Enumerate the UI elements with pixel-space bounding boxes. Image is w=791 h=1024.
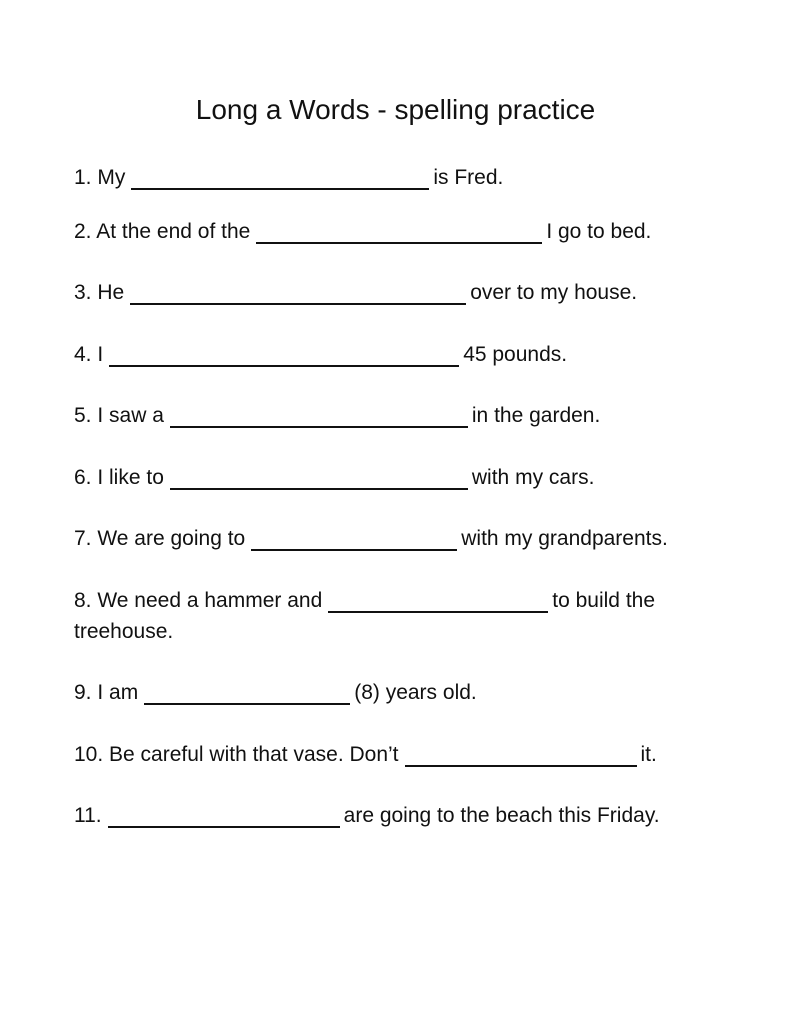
question-text-before: 10. Be careful with that vase. Don’t: [74, 743, 399, 766]
question-11: [74, 800, 660, 831]
question-text-after: is Fred.: [433, 166, 504, 189]
question-text-after: 45 pounds.: [463, 343, 568, 366]
answer-blank[interactable]: [131, 166, 429, 190]
question-text-before: 5. I saw a: [74, 404, 164, 427]
question-1: [74, 162, 503, 193]
answer-blank[interactable]: [405, 743, 637, 767]
question-text-after: in the garden.: [471, 404, 601, 427]
worksheet-title: Long a Words - spelling practice: [195, 94, 596, 125]
question-2: [74, 216, 651, 247]
question-text-before: 11.: [74, 804, 102, 827]
answer-blank[interactable]: [109, 343, 459, 367]
answer-blank[interactable]: [130, 281, 466, 305]
question-text-after: are going to the beach this Friday.: [343, 804, 660, 827]
question-text-before: 2. At the end of the: [74, 220, 251, 243]
question-text-after: it.: [640, 743, 657, 766]
question-text-after: with my grandparents.: [461, 527, 668, 550]
answer-blank[interactable]: [144, 681, 350, 705]
answer-blank[interactable]: [170, 466, 468, 490]
question-text-before: 9. I am: [74, 681, 139, 704]
question-text-before: 7. We are going to: [74, 527, 246, 550]
question-4: [74, 339, 567, 370]
answer-blank[interactable]: [170, 404, 468, 428]
question-9: [74, 677, 477, 708]
answer-blank[interactable]: [256, 220, 542, 244]
question-text-after: over to my house.: [470, 281, 638, 304]
question-7: [74, 523, 668, 554]
question-text-before: 8. We need a hammer and: [74, 589, 323, 612]
answer-blank[interactable]: [251, 527, 457, 551]
question-text-continuation: treehouse.: [74, 620, 174, 643]
question-6: [74, 462, 594, 493]
question-text-before: 1. My: [74, 166, 126, 189]
answer-blank[interactable]: [328, 589, 548, 613]
question-5: [74, 400, 600, 431]
question-text-before: 3. He: [74, 281, 125, 304]
question-10: [74, 739, 657, 770]
question-text-after: with my cars.: [471, 466, 595, 489]
answer-blank[interactable]: [108, 804, 340, 828]
question-3: [74, 277, 637, 308]
question-text-before: 4. I: [74, 343, 104, 366]
question-8: [74, 585, 655, 647]
question-text-after: to build the: [552, 589, 656, 612]
question-text-after: I go to bed.: [546, 220, 652, 243]
question-text-before: 6. I like to: [74, 466, 164, 489]
question-text-after: (8) years old.: [354, 681, 477, 704]
